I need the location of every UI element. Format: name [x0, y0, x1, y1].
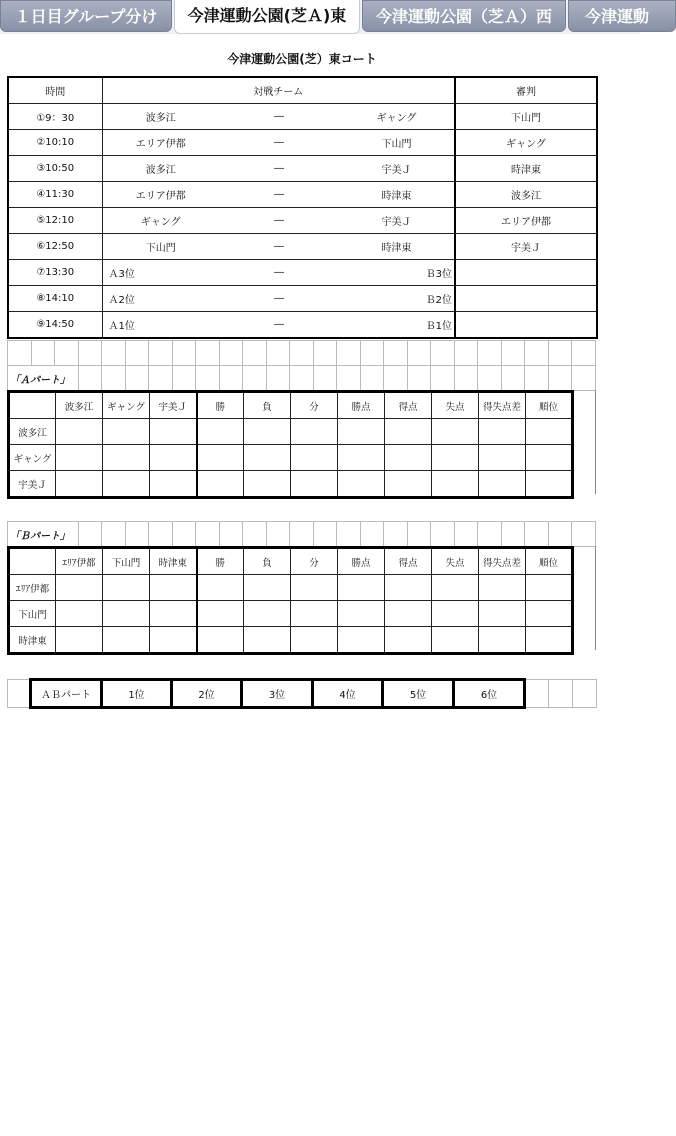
- stat-header: 勝: [197, 548, 244, 575]
- empty-cell: [290, 366, 314, 391]
- result-cell: [385, 627, 432, 654]
- result-cell: [385, 419, 432, 445]
- schedule-team1: 波多江: [102, 104, 219, 130]
- empty-cell: [31, 341, 55, 366]
- result-cell: [103, 627, 150, 654]
- result-cell: [479, 601, 526, 627]
- stat-header: 負: [244, 548, 291, 575]
- schedule-dash: ―: [219, 234, 339, 260]
- schedule-referee: [455, 312, 597, 339]
- stat-header: 得点: [385, 392, 432, 419]
- schedule-team1: 波多江: [102, 156, 219, 182]
- empty-cell: [102, 522, 126, 547]
- empty-cell: [313, 522, 337, 547]
- place-cell: 5位: [383, 680, 454, 708]
- schedule-dash: ―: [219, 208, 339, 234]
- schedule-row: [8, 260, 597, 286]
- schedule-team1: エリア伊都: [102, 182, 219, 208]
- result-cell: [338, 575, 385, 601]
- result-cell: [150, 627, 197, 654]
- team-header: 宇美Ｊ: [150, 392, 197, 419]
- empty-cell: [149, 522, 173, 547]
- schedule-dash: ―: [219, 130, 339, 156]
- empty-cell: [360, 522, 384, 547]
- result-cell: [150, 419, 197, 445]
- empty-cell: [55, 341, 79, 366]
- result-cell: [526, 601, 573, 627]
- schedule-dash: ―: [219, 260, 339, 286]
- result-cell: [197, 601, 244, 627]
- stat-header: 分: [291, 548, 338, 575]
- corner-cell: [9, 392, 56, 419]
- empty-cell: [407, 341, 431, 366]
- schedule-time: ②10:10: [8, 130, 102, 156]
- result-cell: [385, 575, 432, 601]
- team-header: 波多江: [56, 392, 103, 419]
- empty-cell: [172, 341, 196, 366]
- tab-imazu-truncated[interactable]: 今津運動: [568, 0, 676, 32]
- team-header: 下山門: [103, 548, 150, 575]
- schedule-time: ⑨14:50: [8, 312, 102, 339]
- team-row: [9, 627, 573, 654]
- schedule-time: ⑦13:30: [8, 260, 102, 286]
- schedule-row: [8, 104, 597, 130]
- empty-cell: [573, 680, 597, 708]
- result-cell: [244, 445, 291, 471]
- schedule-dash: ―: [219, 182, 339, 208]
- part-b-league-table: [7, 546, 574, 655]
- result-cell: [150, 445, 197, 471]
- empty-cell: [266, 366, 290, 391]
- sheet-gridline: [595, 546, 596, 650]
- schedule-referee: 波多江: [455, 182, 597, 208]
- schedule-row: [8, 156, 597, 182]
- team-row-label: 宇美Ｊ: [9, 471, 56, 498]
- place-cell: 2位: [172, 680, 242, 708]
- schedule-dash: ―: [219, 156, 339, 182]
- stat-header: 順位: [526, 548, 573, 575]
- sheet-gridline: [595, 390, 596, 494]
- stat-header: 勝点: [338, 548, 385, 575]
- result-cell: [291, 575, 338, 601]
- empty-cell: [219, 366, 243, 391]
- empty-cell: [572, 522, 596, 547]
- empty-cell: [125, 341, 149, 366]
- result-cell: [197, 471, 244, 498]
- team-row: [9, 575, 573, 601]
- schedule-team2: Ｂ1位: [339, 312, 455, 339]
- schedule-time: ⑤12:10: [8, 208, 102, 234]
- schedule-table: [7, 76, 598, 339]
- result-cell: [103, 445, 150, 471]
- result-cell: [150, 575, 197, 601]
- empty-cell: [125, 366, 149, 391]
- empty-cell: [407, 522, 431, 547]
- empty-cell: [219, 522, 243, 547]
- empty-cell: [548, 366, 572, 391]
- result-cell: [526, 471, 573, 498]
- team-row-label: ギャング: [9, 445, 56, 471]
- empty-cell: [337, 522, 361, 547]
- schedule-time: ④11:30: [8, 182, 102, 208]
- result-cell: [197, 575, 244, 601]
- part-b-label: 「Ｂパート」: [8, 522, 79, 547]
- result-cell: [291, 471, 338, 498]
- schedule-referee: 下山門: [455, 104, 597, 130]
- part-a-league-table: [7, 390, 574, 499]
- team-header: ｴﾘｱ伊都: [56, 548, 103, 575]
- result-cell: [103, 471, 150, 498]
- empty-cell: [549, 680, 573, 708]
- result-cell: [385, 471, 432, 498]
- team-row-label: 時津東: [9, 627, 56, 654]
- tab-imazu-west[interactable]: 今津運動公園（芝Ａ）西: [362, 0, 566, 32]
- result-cell: [56, 575, 103, 601]
- empty-cell: [219, 341, 243, 366]
- schedule-team1: ギャング: [102, 208, 219, 234]
- stat-header: 分: [291, 392, 338, 419]
- empty-cell: [501, 366, 525, 391]
- stat-header: 負: [244, 392, 291, 419]
- stat-header: 得点: [385, 548, 432, 575]
- stat-header: 失点: [432, 548, 479, 575]
- empty-cell: [572, 366, 596, 391]
- schedule-dash: ―: [219, 286, 339, 312]
- empty-cell: [196, 366, 220, 391]
- result-cell: [526, 445, 573, 471]
- result-cell: [244, 627, 291, 654]
- schedule-referee: [455, 286, 597, 312]
- result-cell: [244, 601, 291, 627]
- result-cell: [197, 445, 244, 471]
- schedule-team1: Ａ1位: [102, 312, 219, 339]
- empty-cell: [501, 522, 525, 547]
- result-cell: [56, 471, 103, 498]
- empty-cell: [125, 522, 149, 547]
- result-cell: [526, 419, 573, 445]
- schedule-team2: 宇美Ｊ: [339, 208, 455, 234]
- empty-cell: [8, 680, 31, 708]
- empty-cell: [548, 341, 572, 366]
- result-cell: [479, 575, 526, 601]
- schedule-referee: 宇美Ｊ: [455, 234, 597, 260]
- schedule-team2: Ｂ2位: [339, 286, 455, 312]
- schedule-team1: Ａ3位: [102, 260, 219, 286]
- empty-cell: [572, 341, 596, 366]
- empty-cell: [78, 522, 102, 547]
- empty-cell: [525, 522, 549, 547]
- result-cell: [291, 419, 338, 445]
- empty-cell: [478, 522, 502, 547]
- stat-header: 得失点差: [479, 392, 526, 419]
- team-row-label: ｴﾘｱ伊都: [9, 575, 56, 601]
- schedule-row: [8, 286, 597, 312]
- part-a-label-row: [7, 365, 596, 391]
- schedule-team1: エリア伊都: [102, 130, 219, 156]
- empty-cell: [172, 366, 196, 391]
- schedule-row: [8, 234, 597, 260]
- empty-cell: [337, 341, 361, 366]
- part-b-header-row: [9, 548, 573, 575]
- result-cell: [385, 445, 432, 471]
- empty-cell: [454, 341, 478, 366]
- schedule-team2: Ｂ3位: [339, 260, 455, 286]
- result-cell: [244, 575, 291, 601]
- empty-cell: [431, 341, 455, 366]
- result-cell: [197, 627, 244, 654]
- empty-cell: [172, 522, 196, 547]
- result-cell: [197, 419, 244, 445]
- stat-header: 失点: [432, 392, 479, 419]
- schedule-team2: 時津東: [339, 182, 455, 208]
- schedule-row: [8, 208, 597, 234]
- header-match: 対戦チーム: [102, 77, 455, 104]
- empty-cell: [454, 522, 478, 547]
- empty-cell: [548, 522, 572, 547]
- result-cell: [338, 601, 385, 627]
- schedule-time: ⑧14:10: [8, 286, 102, 312]
- schedule-team2: 宇美Ｊ: [339, 156, 455, 182]
- empty-cell: [313, 366, 337, 391]
- schedule-team1: Ａ2位: [102, 286, 219, 312]
- team-header: ギャング: [103, 392, 150, 419]
- result-cell: [338, 471, 385, 498]
- team-header: 時津東: [150, 548, 197, 575]
- empty-cell: [243, 522, 267, 547]
- result-cell: [244, 419, 291, 445]
- empty-cell: [525, 680, 549, 708]
- result-cell: [244, 471, 291, 498]
- result-cell: [150, 601, 197, 627]
- team-row-label: 下山門: [9, 601, 56, 627]
- part-a-header-row: [9, 392, 573, 419]
- place-cell: 3位: [242, 680, 313, 708]
- result-cell: [432, 445, 479, 471]
- schedule-team2: ギャング: [339, 104, 455, 130]
- stat-header: 勝: [197, 392, 244, 419]
- schedule-time: ①9：30: [8, 104, 102, 130]
- empty-cell: [431, 522, 455, 547]
- result-cell: [103, 575, 150, 601]
- empty-cell: [384, 366, 408, 391]
- team-row: [9, 445, 573, 471]
- schedule-referee: 時津東: [455, 156, 597, 182]
- result-cell: [338, 627, 385, 654]
- empty-cell: [266, 522, 290, 547]
- schedule-referee: ギャング: [455, 130, 597, 156]
- result-cell: [56, 445, 103, 471]
- team-row: [9, 601, 573, 627]
- result-cell: [432, 419, 479, 445]
- stat-header: 順位: [526, 392, 573, 419]
- schedule-header-row: [8, 77, 597, 104]
- empty-cell: [149, 366, 173, 391]
- result-cell: [432, 471, 479, 498]
- stat-header: 得失点差: [479, 548, 526, 575]
- place-cell: 1位: [102, 680, 172, 708]
- schedule-referee: [455, 260, 597, 286]
- empty-cell: [431, 366, 455, 391]
- schedule-team2: 時津東: [339, 234, 455, 260]
- schedule-dash: ―: [219, 312, 339, 339]
- empty-cell: [501, 341, 525, 366]
- sheet-tab-bar: [0, 0, 650, 34]
- tab-day1-groups[interactable]: １日目グループ分け: [0, 0, 172, 32]
- schedule-time: ③10:50: [8, 156, 102, 182]
- empty-cell: [384, 522, 408, 547]
- empty-cell: [313, 341, 337, 366]
- result-cell: [338, 419, 385, 445]
- team-row: [9, 471, 573, 498]
- empty-cell: [478, 366, 502, 391]
- result-cell: [103, 601, 150, 627]
- corner-cell: [9, 548, 56, 575]
- place-cell: 6位: [454, 680, 525, 708]
- result-cell: [56, 601, 103, 627]
- empty-cell: [478, 341, 502, 366]
- schedule-team1: 下山門: [102, 234, 219, 260]
- result-cell: [479, 471, 526, 498]
- result-cell: [479, 419, 526, 445]
- final-standings-table: [7, 678, 597, 709]
- result-cell: [338, 445, 385, 471]
- empty-cell: [102, 341, 126, 366]
- schedule-referee: エリア伊都: [455, 208, 597, 234]
- tab-imazu-east[interactable]: 今津運動公園(芝Ａ)東: [174, 0, 360, 34]
- result-cell: [479, 445, 526, 471]
- empty-cell: [149, 341, 173, 366]
- empty-cell: [337, 366, 361, 391]
- empty-cell: [290, 522, 314, 547]
- schedule-team2: 下山門: [339, 130, 455, 156]
- empty-cell: [266, 341, 290, 366]
- empty-cell: [525, 366, 549, 391]
- part-b-label-row: [7, 521, 596, 547]
- result-cell: [291, 601, 338, 627]
- empty-cell: [243, 366, 267, 391]
- final-label: ＡＢパート: [31, 680, 102, 708]
- result-cell: [526, 575, 573, 601]
- result-cell: [432, 575, 479, 601]
- header-referee: 審判: [455, 77, 597, 104]
- empty-grid-row: [7, 340, 596, 366]
- result-cell: [432, 627, 479, 654]
- empty-cell: [360, 341, 384, 366]
- empty-cell: [102, 366, 126, 391]
- page-title: 今津運動公園(芝）東コート: [227, 52, 377, 66]
- schedule-time: ⑥12:50: [8, 234, 102, 260]
- result-cell: [56, 627, 103, 654]
- result-cell: [291, 627, 338, 654]
- empty-cell: [407, 366, 431, 391]
- empty-cell: [8, 341, 32, 366]
- stat-header: 勝点: [338, 392, 385, 419]
- result-cell: [291, 445, 338, 471]
- empty-cell: [525, 341, 549, 366]
- part-a-label: 「Ａパート」: [8, 366, 79, 391]
- place-cell: 4位: [313, 680, 383, 708]
- schedule-row: [8, 130, 597, 156]
- result-cell: [56, 419, 103, 445]
- empty-cell: [78, 341, 102, 366]
- empty-cell: [196, 341, 220, 366]
- team-row-label: 波多江: [9, 419, 56, 445]
- result-cell: [150, 471, 197, 498]
- schedule-row: [8, 312, 597, 339]
- empty-cell: [243, 341, 267, 366]
- result-cell: [479, 627, 526, 654]
- empty-cell: [454, 366, 478, 391]
- result-cell: [526, 627, 573, 654]
- empty-cell: [384, 341, 408, 366]
- empty-cell: [196, 522, 220, 547]
- empty-cell: [290, 341, 314, 366]
- empty-cell: [78, 366, 102, 391]
- schedule-dash: ―: [219, 104, 339, 130]
- team-row: [9, 419, 573, 445]
- result-cell: [432, 601, 479, 627]
- result-cell: [385, 601, 432, 627]
- header-time: 時間: [8, 77, 102, 104]
- result-cell: [103, 419, 150, 445]
- empty-cell: [360, 366, 384, 391]
- schedule-row: [8, 182, 597, 208]
